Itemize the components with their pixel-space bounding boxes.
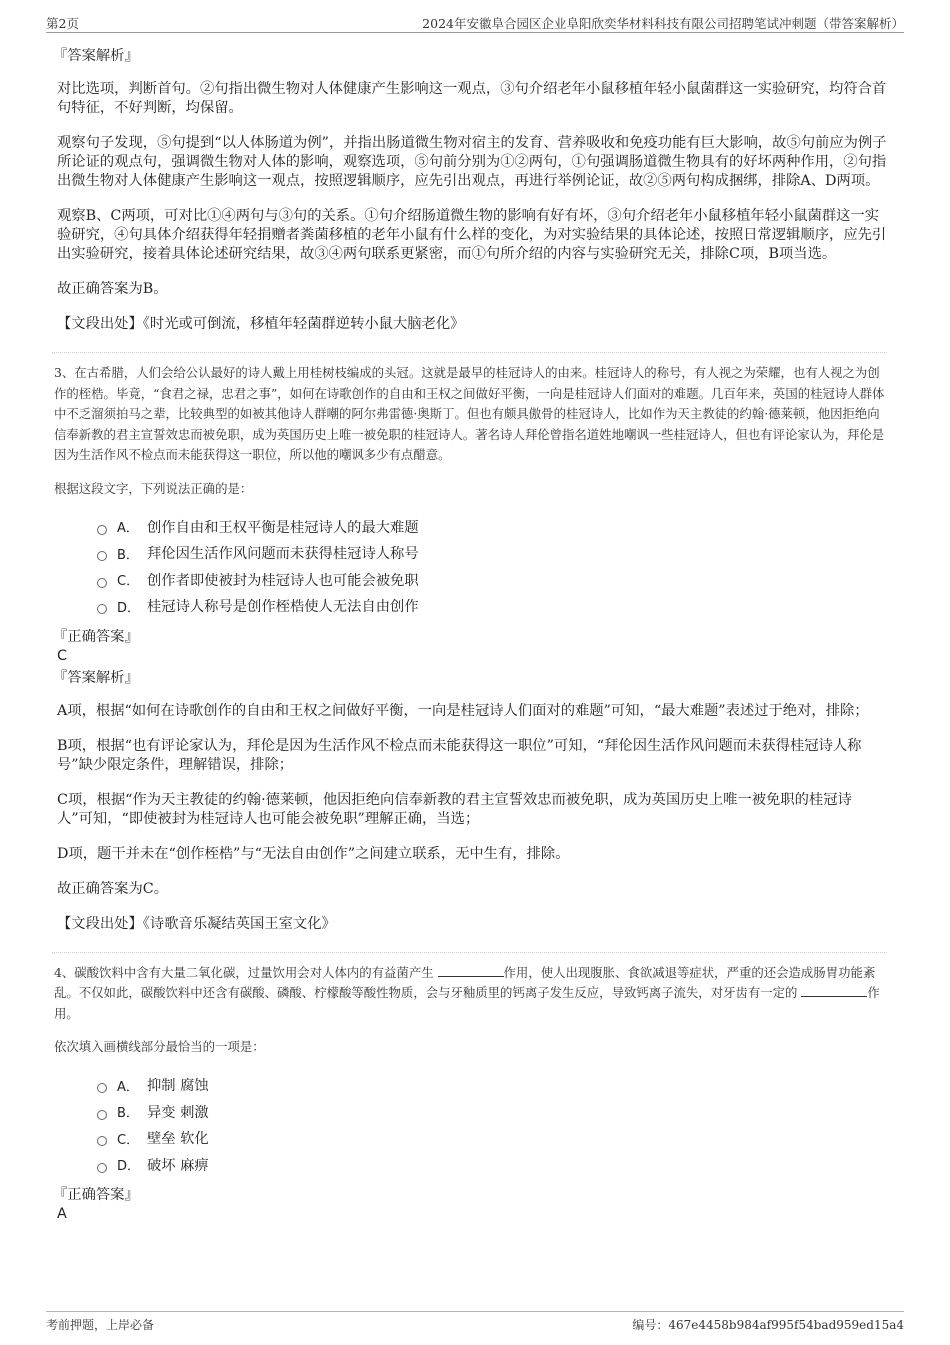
q2-analysis-paragraph: 观察句子发现，⑤句提到“以人体肠道为例”，并指出肠道微生物对宿主的发育、营养吸收和免疫功能有巨大影响，故⑤句前应为例子所论证的观点句，强调微生物对人体的影响，观察选项，⑤句前分别为①②两句，①句强调肠道微生物具有的好坏两种作用，②句指出微生物对人体健康产生影响这一观点，按照逻辑顺序，应先引出观点，再进行举例论证，故②⑤两句构成捆绑，排除A、D两项。 <box>57 135 887 189</box>
q4-text-part: 作用。 <box>54 985 880 1021</box>
q4-option-a[interactable] <box>97 1072 887 1099</box>
divider <box>52 352 887 353</box>
q4-text-part: 4、碳酸饮料中含有大量二氧化碳，过量饮用会对人体内的有益菌产生 <box>54 964 438 980</box>
q4-prompt: 依次填入画横线部分最恰当的一项是： <box>54 1039 265 1054</box>
page-number: 第2页 <box>46 16 79 31</box>
option-letter: C． <box>117 574 140 590</box>
radio-button-icon[interactable] <box>97 551 107 561</box>
document-title: 2024年安徽阜合园区企业阜阳欣奕华材料科技有限公司招聘笔试冲刺题（带答案解析） <box>422 16 904 31</box>
option-letter: D． <box>117 1159 141 1175</box>
radio-button-icon[interactable] <box>97 1083 107 1093</box>
option-letter: D． <box>117 600 141 616</box>
q4-correct-answer-label: 『正确答案』 <box>53 1187 139 1203</box>
q3-source: 【文段出处】《诗歌音乐凝结英国王室文化》 <box>57 915 336 932</box>
q4-option-b[interactable] <box>97 1099 887 1126</box>
radio-button-icon[interactable] <box>97 604 107 614</box>
q4-question-text <box>54 963 887 1025</box>
q3-analysis-paragraph: B项，根据“也有评论家认为，拜伦是因为生活作风不检点而未能获得这一职位”可知，“拜伦因生活作风问题而未获得桂冠诗人称号”缺少限定条件，理解错误，排除； <box>57 737 862 773</box>
q2-analysis-paragraph: 观察B、C两项，可对比①④两句与③句的关系。①句介绍肠道微生物的影响有好有坏，③句介绍老年小鼠移植年轻小鼠菌群这一实验研究，④句具体介绍获得年轻捐赠者粪菌移植的老年小鼠有什么样的变化，为对实验结果的具体论述，按照日常逻辑顺序，应先引出实验研究，接着具体论述研究结果，故③④两句联系更紧密，而①句所介绍的内容与实验研究无关，排除C项，B项当选。 <box>57 208 887 262</box>
divider <box>52 952 887 953</box>
q3-analysis-paragraph: D项，题干并未在“创作桎梏”与“无法自由创作”之间建立联系，无中生有，排除。 <box>57 845 570 862</box>
q2-source: 【文段出处】《时光或可倒流，移植年轻菌群逆转小鼠大脑老化》 <box>57 316 465 332</box>
page-footer <box>46 1311 904 1332</box>
q3-option-c[interactable] <box>97 567 887 594</box>
radio-button-icon[interactable] <box>97 1136 107 1146</box>
option-text: 抑制 腐蚀 <box>147 1078 209 1095</box>
q3-prompt: 根据这段文字，下列说法正确的是： <box>54 480 253 496</box>
q3-conclusion: 故正确答案为C。 <box>57 880 169 897</box>
option-letter: A． <box>117 1079 139 1095</box>
q3-correct-answer-value: C <box>57 647 67 664</box>
q2-analysis-label: 『答案解析』 <box>53 48 139 64</box>
option-text: 桂冠诗人称号是创作桎梏使人无法自由创作 <box>147 599 419 616</box>
option-letter: B． <box>117 547 139 563</box>
q3-option-d[interactable] <box>97 593 887 620</box>
option-text: 壁垒 软化 <box>147 1131 209 1148</box>
document-serial-number: 编号：467e4458b984af995f54bad959ed15a4 <box>632 1318 904 1332</box>
radio-button-icon[interactable] <box>97 578 107 588</box>
q2-conclusion: 故正确答案为B。 <box>57 281 168 297</box>
radio-button-icon[interactable] <box>97 1163 107 1173</box>
option-letter: B． <box>117 1106 139 1122</box>
q4-option-c[interactable] <box>97 1125 887 1152</box>
radio-button-icon[interactable] <box>97 1110 107 1120</box>
option-text: 破坏 麻痹 <box>147 1157 209 1174</box>
q3-option-b[interactable] <box>97 540 887 567</box>
fill-blank <box>801 983 867 997</box>
q3-analysis-paragraph: A项，根据“如何在诗歌创作的自由和王权之间做好平衡，一向是桂冠诗人们面对的难题”可知，“最大难题”表述过于绝对，排除； <box>57 702 869 719</box>
option-text: 创作自由和王权平衡是桂冠诗人的最大难题 <box>147 519 419 536</box>
option-text: 异变 刺激 <box>147 1104 209 1121</box>
q4-text-part: 作用，使人出现腹胀、食欲减退等症状，严重的还会造成肠胃功能紊乱。不仅如此，碳酸饮料中还含有碳酸、磷酸、柠檬酸等酸性物质，会与牙釉质里的钙离子发生反应，导致钙离子流失，对牙齿有一定的 <box>54 964 876 1000</box>
q4-option-d[interactable] <box>97 1152 887 1179</box>
q3-correct-answer-label: 『正确答案』 <box>53 628 139 645</box>
option-letter: C． <box>117 1132 140 1148</box>
q3-options <box>97 514 887 620</box>
q3-analysis-paragraph: C项，根据“作为天主教徒的约翰·德莱顿，他因拒绝向信奉新教的君主宣誓效忠而被免职，成为英国历史上唯一被免职的桂冠诗人”可知，“即使被封为桂冠诗人也可能会被免职”理解正确，当选； <box>57 791 852 827</box>
q4-options <box>97 1072 887 1178</box>
q4-correct-answer-value: A <box>57 1206 67 1222</box>
document-body <box>53 47 887 1227</box>
q3-question-text: 3、在古希腊，人们会给公认最好的诗人戴上用桂树枝编成的头冠。这就是最早的桂冠诗人的由来。桂冠诗人的称号，有人视之为荣耀，也有人视之为创作的桎梏。毕竟，“食君之禄，忠君之事”，如何在诗歌创作的自由和王权之间做好平衡，一向是桂冠诗人们面对的难题。几百年来，英国的桂冠诗人群体中不乏溜须拍马之辈，比较典型的如被其他诗人群嘲的阿尔弗雷德·奥斯丁。但也有颇具傲骨的桂冠诗人，比如作为天主教徒的约翰·德莱顿，他因拒绝向信奉新教的君主宣誓效忠而被免职，成为英国历史上唯一被免职的桂冠诗人。著名诗人拜伦曾指名道姓地嘲讽一些桂冠诗人，但也有评论家认为，拜伦是因为生活作风不检点而未能获得这一职位，所以他的嘲讽多少有点醋意。 <box>54 365 885 462</box>
radio-button-icon[interactable] <box>97 525 107 535</box>
page-header <box>46 14 904 33</box>
fill-blank <box>438 963 504 977</box>
q3-analysis-label: 『答案解析』 <box>53 669 139 686</box>
q2-analysis-paragraph: 对比选项，判断首句。②句指出微生物对人体健康产生影响这一观点，③句介绍老年小鼠移植年轻小鼠菌群这一实验研究，均符合首句特征，不好判断，均保留。 <box>57 81 887 116</box>
q3-option-a[interactable] <box>97 514 887 541</box>
option-letter: A． <box>117 521 139 537</box>
footer-slogan: 考前押题，上岸必备 <box>46 1318 155 1332</box>
option-text: 拜伦因生活作风问题而未获得桂冠诗人称号 <box>147 546 419 563</box>
option-text: 创作者即使被封为桂冠诗人也可能会被免职 <box>147 572 419 589</box>
